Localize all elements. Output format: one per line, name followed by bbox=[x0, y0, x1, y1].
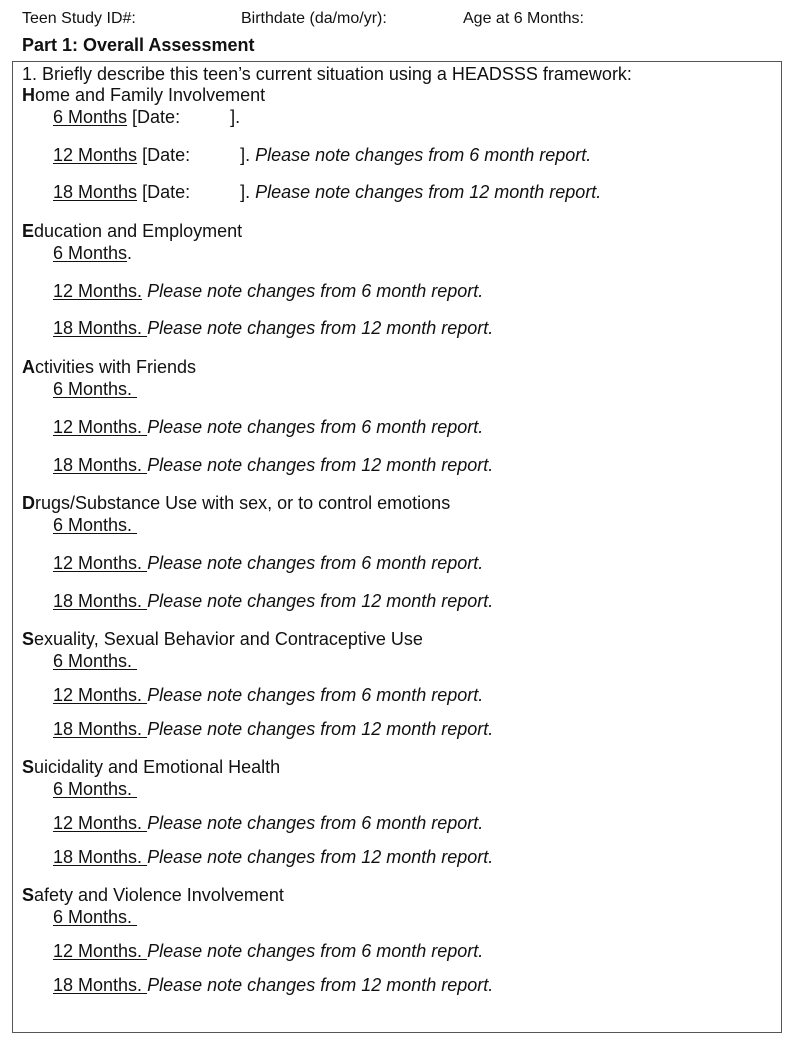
period-label: 12 Months. bbox=[53, 553, 148, 573]
change-note: Please note changes from 12 month report. bbox=[147, 847, 494, 867]
item-education-6 bbox=[53, 243, 132, 263]
section-header-drugs bbox=[22, 493, 450, 513]
change-note: Please note changes from 12 month report. bbox=[147, 719, 494, 739]
period-label: 6 Months. bbox=[53, 779, 138, 799]
change-note: Please note changes from 6 month report. bbox=[147, 281, 484, 301]
section-header-suicidality bbox=[22, 757, 280, 777]
change-note: Please note changes from 6 month report. bbox=[147, 417, 484, 437]
period-label: 12 Months. bbox=[53, 813, 148, 833]
period-suffix: . bbox=[127, 243, 133, 263]
item-education-18 bbox=[53, 318, 493, 338]
section-header-sexuality bbox=[22, 629, 423, 649]
period-label: 12 Months bbox=[53, 145, 138, 165]
teen-study-id-label: Teen Study ID#: bbox=[22, 10, 136, 27]
change-note: Please note changes from 6 month report. bbox=[147, 941, 484, 961]
section-title: ducation and Employment bbox=[34, 221, 243, 241]
period-label: 12 Months. bbox=[53, 685, 148, 705]
item-suicidality-18 bbox=[53, 847, 493, 867]
item-activities-18 bbox=[53, 455, 493, 475]
section-header-home bbox=[22, 85, 265, 105]
period-label: 6 Months bbox=[53, 243, 128, 263]
section-title: afety and Violence Involvement bbox=[34, 885, 284, 905]
item-drugs-6 bbox=[53, 515, 137, 535]
section-initial: S bbox=[22, 885, 35, 905]
item-education-12 bbox=[53, 281, 483, 301]
section-title: rugs/Substance Use with sex, or to control emotions bbox=[35, 493, 451, 513]
period-label: 18 Months bbox=[53, 182, 138, 202]
period-suffix: [Date: ]. bbox=[137, 182, 256, 202]
item-sexuality-12 bbox=[53, 685, 483, 705]
period-label: 18 Months. bbox=[53, 719, 148, 739]
section-title: ome and Family Involvement bbox=[35, 85, 266, 105]
period-label: 18 Months. bbox=[53, 455, 148, 475]
period-label: 12 Months. bbox=[53, 281, 143, 301]
change-note: Please note changes from 12 month report. bbox=[147, 318, 494, 338]
period-label: 6 Months bbox=[53, 107, 128, 127]
section-initial: E bbox=[22, 221, 35, 241]
section-header-safety bbox=[22, 885, 284, 905]
item-activities-12 bbox=[53, 417, 483, 437]
item-safety-12 bbox=[53, 941, 483, 961]
change-note: Please note changes from 12 month report. bbox=[255, 182, 602, 202]
period-label: 18 Months. bbox=[53, 591, 148, 611]
period-label: 6 Months. bbox=[53, 379, 138, 399]
section-initial: S bbox=[22, 629, 35, 649]
item-sexuality-18 bbox=[53, 719, 493, 739]
change-note: Please note changes from 6 month report. bbox=[147, 553, 484, 573]
period-label: 18 Months. bbox=[53, 318, 148, 338]
section-header-education bbox=[22, 221, 242, 241]
item-suicidality-12 bbox=[53, 813, 483, 833]
age-label: Age at 6 Months: bbox=[463, 10, 584, 27]
item-activities-6 bbox=[53, 379, 137, 399]
period-label: 6 Months. bbox=[53, 515, 138, 535]
change-note: Please note changes from 6 month report. bbox=[255, 145, 592, 165]
period-label: 12 Months. bbox=[53, 417, 148, 437]
item-home-18 bbox=[53, 182, 601, 202]
item-drugs-18 bbox=[53, 591, 493, 611]
item-home-12 bbox=[53, 145, 591, 165]
period-label: 6 Months. bbox=[53, 651, 138, 671]
section-initial: H bbox=[22, 85, 35, 105]
item-drugs-12 bbox=[53, 553, 483, 573]
item-sexuality-6 bbox=[53, 651, 137, 671]
period-suffix: [Date: ]. bbox=[127, 107, 241, 127]
change-note: Please note changes from 6 month report. bbox=[147, 813, 484, 833]
section-title: uicidality and Emotional Health bbox=[34, 757, 281, 777]
period-label: 12 Months. bbox=[53, 941, 148, 961]
question-text: 1. Briefly describe this teen’s current situation using a HEADSSS framework: bbox=[22, 64, 632, 84]
item-suicidality-6 bbox=[53, 779, 137, 799]
birthdate-label: Birthdate (da/mo/yr): bbox=[241, 10, 387, 27]
period-label: 18 Months. bbox=[53, 847, 148, 867]
change-note: Please note changes from 12 month report. bbox=[147, 975, 494, 995]
section-title: exuality, Sexual Behavior and Contraceptive Use bbox=[34, 629, 423, 649]
change-note: Please note changes from 12 month report. bbox=[147, 591, 494, 611]
item-home-6 bbox=[53, 107, 240, 127]
period-label: 18 Months. bbox=[53, 975, 148, 995]
section-initial: S bbox=[22, 757, 35, 777]
change-note: Please note changes from 12 month report. bbox=[147, 455, 494, 475]
change-note: Please note changes from 6 month report. bbox=[147, 685, 484, 705]
item-safety-6 bbox=[53, 907, 137, 927]
section-initial: D bbox=[22, 493, 35, 513]
period-suffix: [Date: ]. bbox=[137, 145, 256, 165]
section-initial: A bbox=[22, 357, 35, 377]
period-label: 6 Months. bbox=[53, 907, 138, 927]
item-safety-18 bbox=[53, 975, 493, 995]
part-title: Part 1: Overall Assessment bbox=[22, 35, 255, 55]
section-title: ctivities with Friends bbox=[35, 357, 197, 377]
section-header-activities bbox=[22, 357, 196, 377]
